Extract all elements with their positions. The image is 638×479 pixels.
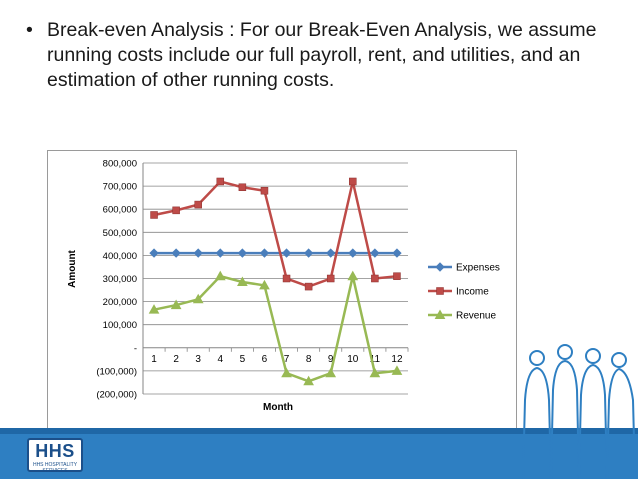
chart-svg bbox=[48, 151, 516, 431]
data-point-diamond bbox=[393, 249, 401, 257]
y-tick-label: 800,000 bbox=[102, 158, 137, 170]
data-point-square bbox=[239, 184, 246, 191]
data-point-diamond bbox=[150, 249, 158, 257]
data-point-square bbox=[349, 178, 356, 185]
data-point-square bbox=[173, 207, 180, 214]
data-point-diamond bbox=[194, 249, 202, 257]
x-tick-label: 11 bbox=[369, 353, 381, 365]
x-tick-label: 10 bbox=[347, 353, 359, 365]
legend-label: Revenue bbox=[456, 310, 497, 322]
logo-letters: HHS bbox=[35, 441, 75, 461]
logo-tagline: HHS HOSPITALITY SERVICES bbox=[32, 462, 78, 474]
y-axis-title: Amount bbox=[67, 250, 78, 288]
chart-grid bbox=[143, 163, 408, 394]
data-point-diamond bbox=[260, 249, 268, 257]
legend-item bbox=[428, 287, 489, 298]
y-tick-label: 200,000 bbox=[102, 297, 137, 309]
series-income bbox=[151, 178, 401, 290]
y-tick-label: 700,000 bbox=[102, 181, 137, 193]
series-expenses bbox=[150, 249, 401, 257]
data-point-square bbox=[261, 187, 268, 194]
data-point-square bbox=[283, 275, 290, 282]
data-point-triangle bbox=[348, 272, 357, 280]
data-point-square bbox=[327, 275, 334, 282]
y-tick-label: 100,000 bbox=[102, 320, 137, 332]
y-tick-label: 400,000 bbox=[102, 250, 137, 262]
series-revenue bbox=[150, 272, 402, 385]
x-tick-label: 8 bbox=[305, 353, 312, 365]
legend-label: Income bbox=[456, 286, 489, 298]
x-tick-label: 6 bbox=[261, 353, 268, 365]
x-tick-label: 7 bbox=[283, 353, 290, 365]
y-tick-label: 300,000 bbox=[102, 274, 137, 285]
data-point-diamond bbox=[305, 249, 313, 257]
data-point-diamond bbox=[216, 249, 224, 257]
data-point-square bbox=[393, 273, 400, 280]
x-tick-label: 1 bbox=[151, 353, 157, 365]
data-point-diamond bbox=[327, 249, 335, 257]
x-tick-labels bbox=[151, 354, 403, 365]
x-tick-label: 2 bbox=[173, 353, 179, 365]
x-tick-label: 4 bbox=[217, 353, 224, 365]
legend-item bbox=[428, 311, 496, 322]
chart-legend bbox=[428, 263, 500, 322]
data-point-diamond bbox=[172, 249, 180, 257]
y-tick-label: (200,000) bbox=[96, 389, 137, 401]
people-silhouette-icon bbox=[515, 340, 638, 479]
x-axis-title: Month bbox=[263, 402, 293, 413]
data-point-square bbox=[151, 211, 158, 218]
y-tick-label: (100,000) bbox=[96, 366, 137, 378]
x-tick-label: 5 bbox=[239, 353, 246, 365]
data-point-square bbox=[217, 178, 224, 185]
y-tick-labels bbox=[96, 159, 137, 401]
data-point-triangle bbox=[216, 272, 225, 280]
data-point-square bbox=[195, 201, 202, 208]
data-point-diamond bbox=[349, 249, 357, 257]
data-point-triangle bbox=[282, 369, 291, 377]
data-point-diamond bbox=[283, 249, 291, 257]
x-tick-label: 3 bbox=[195, 353, 201, 365]
data-point-square bbox=[305, 283, 312, 290]
bullet-marker: • bbox=[26, 19, 33, 41]
data-point-triangle bbox=[326, 369, 335, 377]
legend-item bbox=[428, 263, 500, 274]
y-tick-label: 600,000 bbox=[102, 204, 137, 216]
series-line bbox=[154, 181, 397, 286]
break-even-chart bbox=[47, 150, 517, 432]
data-point-square bbox=[437, 288, 444, 295]
x-tick-label: 9 bbox=[327, 353, 334, 365]
data-point-diamond bbox=[238, 249, 246, 257]
series-line bbox=[154, 276, 397, 381]
data-point-diamond bbox=[371, 249, 379, 257]
y-tick-label: - bbox=[133, 343, 137, 355]
data-point-square bbox=[371, 275, 378, 282]
x-tick-label: 12 bbox=[391, 353, 403, 365]
bullet-text: Break-even Analysis : For our Break-Even Analysis, we assume running costs include our full payroll, rent, and utilities, and an estimation of other running costs. bbox=[47, 19, 597, 91]
y-tick-label: 500,000 bbox=[102, 227, 137, 239]
data-point-diamond bbox=[436, 263, 444, 271]
legend-label: Expenses bbox=[456, 262, 500, 274]
hhs-logo bbox=[27, 438, 83, 472]
